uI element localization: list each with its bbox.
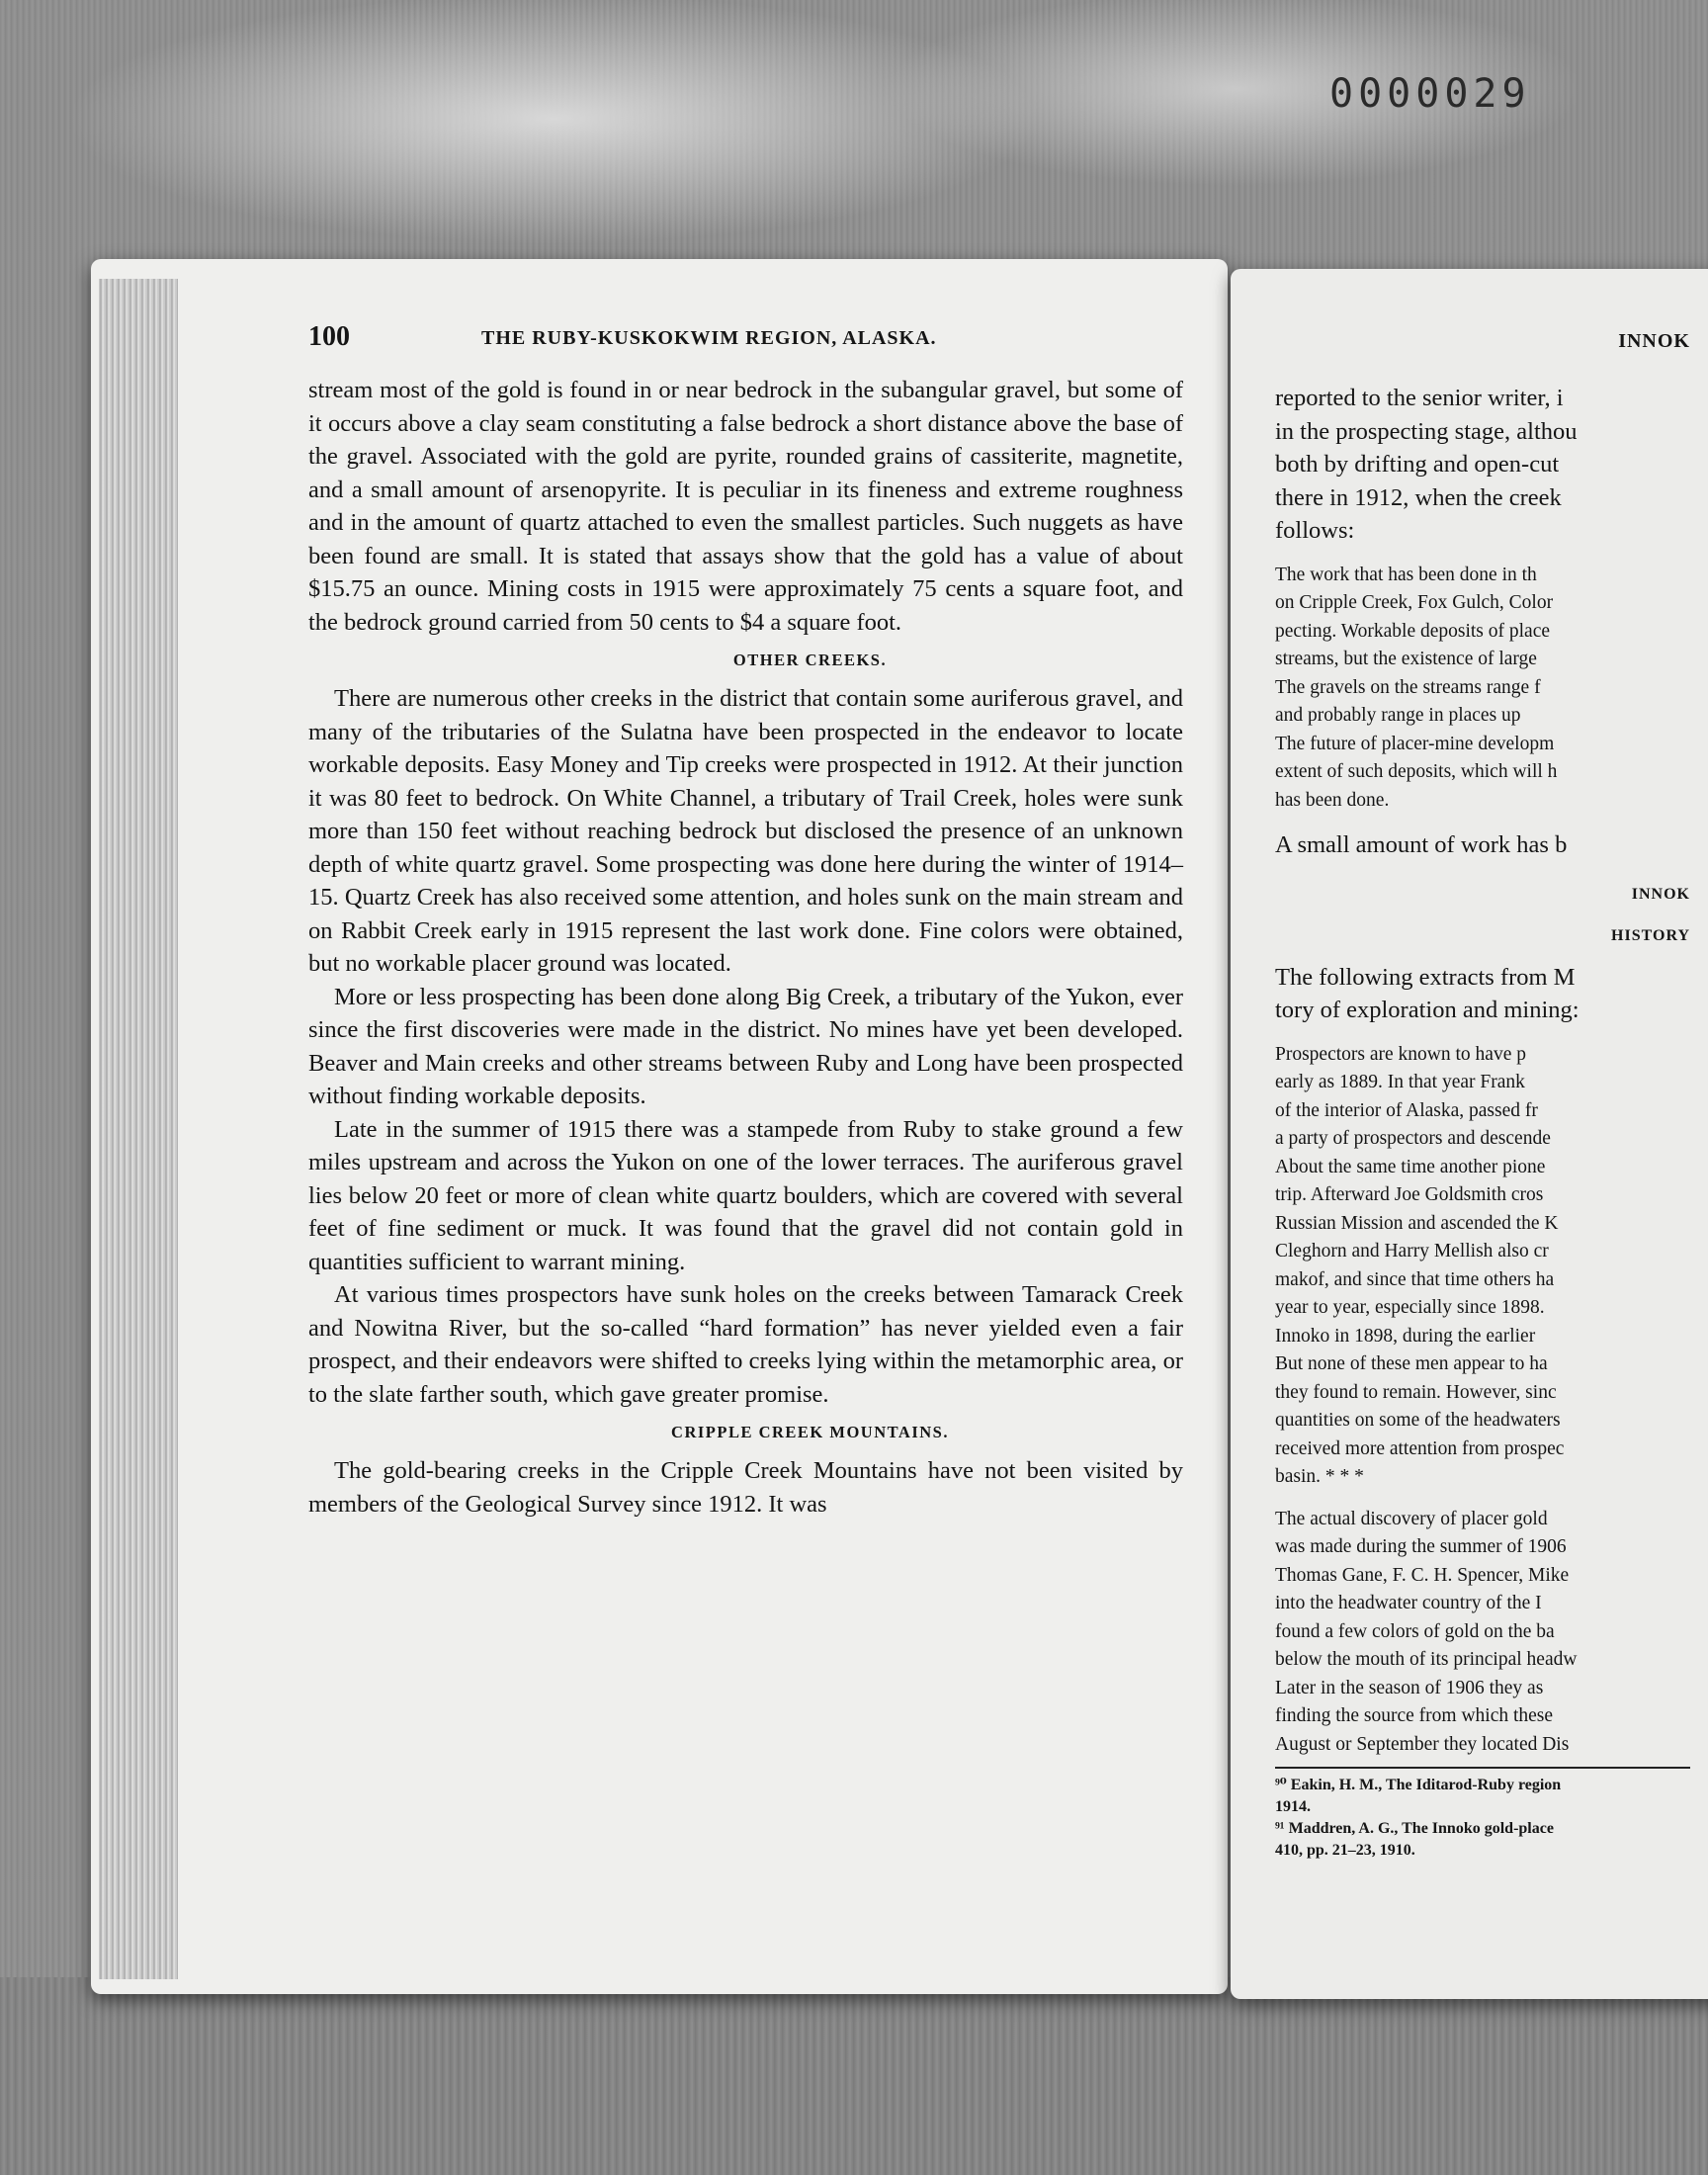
- section-heading-other-creeks: OTHER CREEKS.: [732, 651, 888, 669]
- quote-line: below the mouth of its principal headw: [1275, 1649, 1578, 1670]
- text-line: follows:: [1275, 517, 1355, 544]
- paragraph: Late in the summer of 1915 there was a stampede from Ruby to stake ground a few miles upstream and across the Yukon on one of the lower terraces. The auriferous gravel lies below 20 feet or more of clean white quartz boulders, which are covered with several feet of fine sediment or muck. It was found that the gravel did not contain gold in quantities sufficient to warrant mining.: [308, 1115, 1183, 1275]
- paragraph: The gold-bearing creeks in the Cripple Creek Mountains have not been visited by members of the Geological Survey since 1912. It was: [308, 1457, 1183, 1518]
- footnotes: [1275, 1775, 1690, 1862]
- quote-line: pecting. Workable deposits of place: [1275, 620, 1551, 642]
- quote-line: makof, and since that time others ha: [1275, 1268, 1555, 1290]
- quote-line: streams, but the existence of large: [1275, 649, 1537, 669]
- left-page-body: [308, 374, 1183, 1521]
- quote-line: finding the source from which these: [1275, 1705, 1554, 1726]
- page-edge-stack: [99, 279, 178, 1979]
- text-line: The following extracts from M: [1275, 963, 1576, 991]
- right-page-body: [1275, 326, 1690, 1862]
- quote-line: Innoko in 1898, during the earlier: [1275, 1325, 1536, 1347]
- paragraph: At various times prospectors have sunk holes on the creeks between Tamarack Creek and Nowitna River, but the so-called “hard formation” has never yielded even a fair prospect, and their endeavors were shifted to creeks lying within the metamorphic area, or to the slate farther south, which gave greater promise.: [308, 1281, 1183, 1408]
- paragraph: There are numerous other creeks in the district that contain some auriferous gravel, and many of the tributaries of the Sulatna have been prospected in the endeavor to locate workable deposits. Easy Money and Tip creeks were prospected in 1912. At their junction it was 80 feet to bedrock. On White Channel, a tributary of Trail Creek, holes were sunk more than 150 feet without reaching bedrock but disclosed the presence of an unknown depth of white quartz gravel. Some prospecting was done here during the winter of 1914–15. Quartz Creek has also received some attention, and holes sunk on the main stream and on Rabbit Creek early in 1915 represent the last work done. Fine colors were obtained, but no workable placer ground was located.: [308, 685, 1183, 977]
- quote-line: early as 1889. In that year Frank: [1275, 1072, 1525, 1092]
- right-quote-a: [1275, 562, 1690, 816]
- quote-line: trip. Afterward Joe Goldsmith cros: [1275, 1184, 1544, 1205]
- quote-line: found a few colors of gold on the ba: [1275, 1620, 1555, 1642]
- quote-line: basin. * * *: [1275, 1466, 1364, 1487]
- quote-line: Thomas Gane, F. C. H. Spencer, Mike: [1275, 1564, 1570, 1586]
- footnote-line: ⁹⁰ Eakin, H. M., The Iditarod-Ruby region: [1275, 1777, 1562, 1793]
- quote-line: The gravels on the streams range f: [1275, 676, 1541, 698]
- right-lines-c: [1275, 961, 1690, 1027]
- footnote-line: 1914.: [1275, 1798, 1311, 1815]
- quote-line: of the interior of Alaska, passed fr: [1275, 1099, 1538, 1121]
- quote-line: into the headwater country of the I: [1275, 1593, 1542, 1613]
- section-heading-history: HISTORY: [1611, 926, 1690, 944]
- quote-line: Cleghorn and Harry Mellish also cr: [1275, 1241, 1549, 1262]
- left-running-head: [308, 321, 1198, 361]
- quote-line: they found to remain. However, sinc: [1275, 1381, 1557, 1403]
- footnote-rule: [1275, 1767, 1690, 1769]
- quote-line: But none of these men appear to ha: [1275, 1353, 1548, 1374]
- text-line: A small amount of work has b: [1275, 831, 1568, 858]
- scan-bottom-shadow: [0, 1977, 1708, 2175]
- text-line: reported to the senior writer, i: [1275, 385, 1564, 411]
- text-line: tory of exploration and mining:: [1275, 997, 1580, 1023]
- right-quote-d: [1275, 1506, 1690, 1760]
- section-heading-innoko: INNOK: [1631, 885, 1690, 903]
- right-running-title: INNOK: [1618, 330, 1690, 352]
- quote-line: The work that has been done in th: [1275, 564, 1537, 585]
- quote-line: year to year, especially since 1898.: [1275, 1297, 1545, 1318]
- quote-line: received more attention from prospec: [1275, 1437, 1565, 1459]
- text-line: both by drifting and open-cut: [1275, 451, 1560, 478]
- quote-line: was made during the summer of 1906: [1275, 1536, 1567, 1557]
- right-quote-c: [1275, 1041, 1690, 1492]
- section-heading-cripple-creek: CRIPPLE CREEK MOUNTAINS.: [671, 1423, 949, 1441]
- document-stamp-number: 0000029: [1329, 71, 1531, 117]
- quote-line: The future of placer-mine developm: [1275, 733, 1555, 754]
- quote-line: quantities on some of the headwaters: [1275, 1410, 1561, 1431]
- right-lines-a: [1275, 382, 1690, 548]
- quote-line: extent of such deposits, which will h: [1275, 761, 1558, 782]
- quote-line: has been done.: [1275, 789, 1390, 811]
- paragraph: More or less prospecting has been done along Big Creek, a tributary of the Yukon, ever since the first discoveries were made in the district. No mines have yet been developed. Beaver and Main creeks and other streams between Ruby and Long have been prospected without finding workable deposits.: [308, 983, 1183, 1109]
- text-line: in the prospecting stage, althou: [1275, 417, 1578, 445]
- quote-line: Russian Mission and ascended the K: [1275, 1212, 1559, 1234]
- quote-line: Prospectors are known to have p: [1275, 1043, 1526, 1065]
- quote-line: August or September they located Dis: [1275, 1733, 1570, 1755]
- footnote-line: ⁹¹ Maddren, A. G., The Innoko gold-place: [1275, 1820, 1554, 1837]
- footnote-line: 410, pp. 21–23, 1910.: [1275, 1842, 1415, 1859]
- quote-line: Later in the season of 1906 they as: [1275, 1677, 1544, 1698]
- paragraph: stream most of the gold is found in or near bedrock in the subangular gravel, but some of it occurs above a clay seam constituting a false bedrock a short distance above the base of the gravel. Associated with the gold are pyrite, rounded grains of cassiterite, magnetite, and a small amount of arsenopyrite. It is peculiar in its fineness and extreme roughness and in the amount of quartz attached to even the smallest particles. Such nuggets as have been found are small. It is stated that assays show that the gold has a value of about $15.75 an ounce. Mining costs in 1915 were approximately 75 cents a square foot, and the bedrock ground carried from 50 cents to $4 a square foot.: [308, 377, 1183, 636]
- running-title: THE RUBY-KUSKOKWIM REGION, ALASKA.: [481, 327, 937, 349]
- quote-line: a party of prospectors and descende: [1275, 1128, 1551, 1149]
- quote-line: and probably range in places up: [1275, 705, 1521, 726]
- quote-line: on Cripple Creek, Fox Gulch, Color: [1275, 592, 1554, 613]
- quote-line: The actual discovery of placer gold: [1275, 1508, 1548, 1529]
- text-line: there in 1912, when the creek: [1275, 483, 1562, 511]
- page-number: 100: [308, 321, 350, 352]
- quote-line: About the same time another pione: [1275, 1156, 1546, 1177]
